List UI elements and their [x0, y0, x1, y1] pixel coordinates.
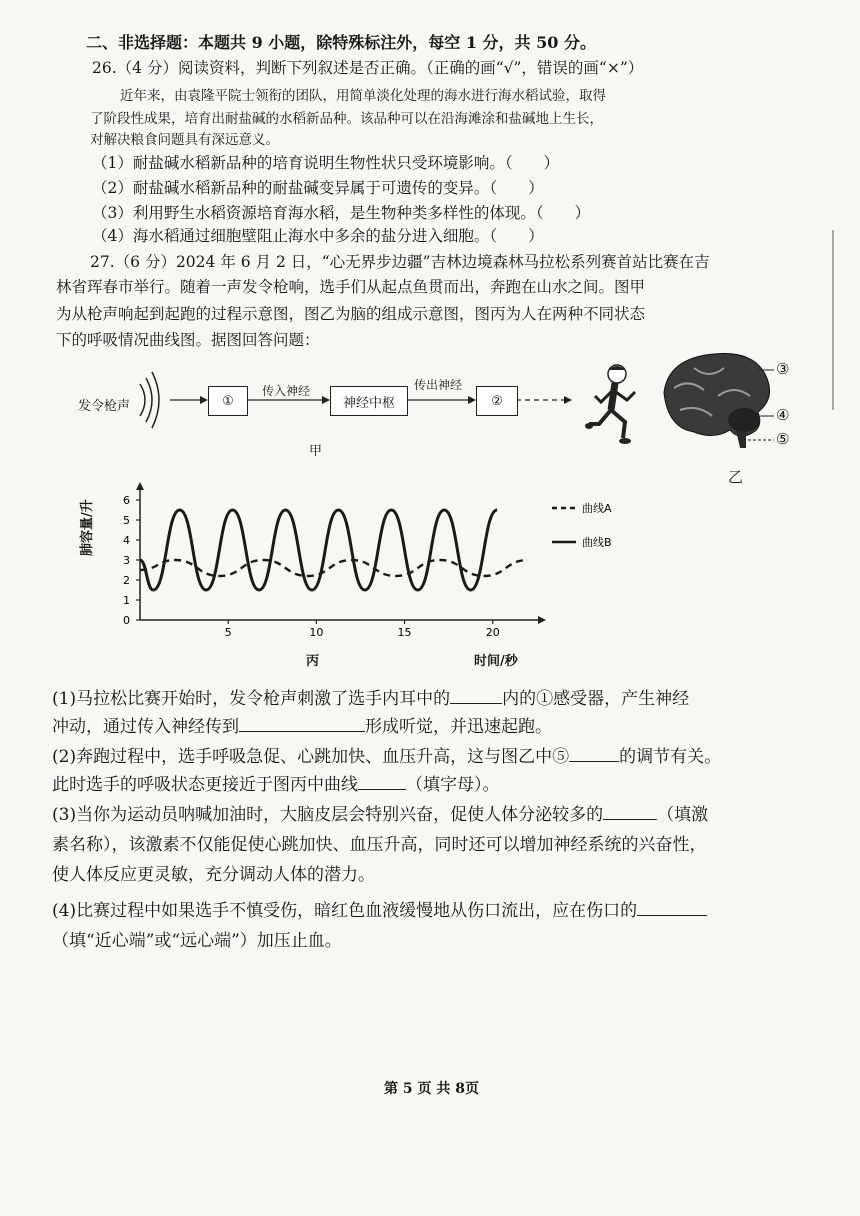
effector-box: ②	[476, 386, 518, 416]
y-axis-arrow	[136, 482, 144, 490]
figure-yi-caption: 乙	[728, 468, 744, 486]
margin-scan-mark	[832, 230, 834, 410]
page-footer: 第 5 页 共 8页	[384, 1081, 479, 1097]
q27-sub2-line2	[52, 770, 500, 795]
chart-lines	[140, 510, 528, 590]
y-tick-label: 3	[123, 554, 130, 567]
chart-ylabel: 肺容量/升	[80, 499, 95, 556]
q27-sub1-text-b: 内的①感受器，产生神经	[502, 689, 690, 709]
brain-illustration	[654, 348, 834, 460]
q27-intro-line: 27.（6 分）2024 年 6 月 2 日，“心无界步边疆”吉林边境森林马拉松系列赛首站比赛在吉	[90, 253, 710, 271]
q27-intro-line: 林省珲春市举行。随着一声发令枪响，选手们从起点鱼贯而出，奔跑在山水之间。图甲	[56, 278, 646, 296]
q27-sub1-text-c: 冲动，通过传入神经传到	[52, 717, 239, 737]
q27-sub4-text-b: （填“近心端”或“远心端”）加压止血。	[52, 931, 342, 951]
chart-legend	[552, 501, 612, 549]
legend-label: 曲线B	[582, 536, 612, 549]
q27-intro-line: 下的呼吸情况曲线图。据图回答问题：	[56, 331, 320, 349]
q27-sub2-text-b: 的调节有关。	[619, 747, 722, 767]
q26-item: （1）耐盐碱水稻新品种的培育说明生物性状只受环境影响。（ ）	[92, 154, 560, 172]
efferent-nerve-label: 传出神经	[414, 378, 463, 392]
q27-sub3-line2	[52, 830, 707, 855]
q26-item: （4）海水稻通过细胞壁阻止海水中多余的盐分进入细胞。（ ）	[92, 227, 544, 245]
q27-sub2-text: (2)奔跑过程中，选手呼吸急促、心跳加快、血压升高，这与图乙中⑤	[52, 747, 570, 767]
q27-sub2-blank-b[interactable]	[358, 772, 406, 790]
x-axis-arrow	[538, 616, 546, 624]
q27-sub1-blank-b[interactable]	[239, 714, 365, 732]
q27-sub3-text: (3)当你为运动员呐喊加油时，大脑皮层会特别兴奋，促使人体分泌较多的	[52, 805, 604, 825]
q27-sub1-line2	[52, 712, 552, 737]
q27-sub3-text-c: 素名称），该激素不仅能促使心跳加快、血压升高，同时还可以增加神经系统的兴奋性，	[52, 835, 707, 855]
q27-intro-line: 为从枪声响起到起跑的过程示意图，图乙为脑的组成示意图，图丙为人在两种不同状态	[56, 305, 646, 323]
q27-sub4-line2	[52, 926, 342, 951]
x-tick-label: 10	[309, 626, 324, 639]
x-tick-label: 5	[224, 626, 232, 639]
receptor-box: ①	[208, 386, 248, 416]
q27-sub4-blank[interactable]	[637, 898, 707, 916]
q27-sub1-blank-a[interactable]	[450, 686, 502, 704]
runner-illustration	[585, 362, 645, 448]
gun-sound-label: 发令枪声	[78, 399, 131, 414]
q26-title: 26.（4 分）阅读资料，判断下列叙述是否正确。（正确的画“√”，错误的画“×”）	[92, 59, 644, 77]
q27-sub3-blank[interactable]	[603, 802, 657, 820]
y-tick-label: 4	[123, 534, 130, 547]
chart-xlabel: 时间/秒	[474, 654, 518, 669]
q26-item: （3）利用野生水稻资源培育海水稻，是生物种类多样性的体现。（ ）	[92, 204, 591, 222]
q27-sub1-line1	[52, 684, 689, 709]
q27-sub2-line1	[52, 742, 721, 767]
y-tick-label: 1	[123, 594, 130, 607]
q26-material-line: 了阶段性成果，培育出耐盐碱的水稻新品种。该品种可以在沿海滩涂和盐碱地上生长，	[90, 111, 603, 127]
y-tick-label: 6	[123, 494, 130, 507]
q27-sub3-line1	[52, 800, 708, 825]
q27-sub3-text-b: （填激	[657, 805, 709, 825]
section-header: 二、非选择题：本题共 9 小题，除特殊标注外，每空 1 分，共 50 分。	[86, 33, 596, 52]
q27-sub1-text: (1)马拉松比赛开始时，发令枪声刺激了选手内耳中的	[52, 689, 451, 709]
q26-item: （2）耐盐碱水稻新品种的耐盐碱变异属于可遗传的变异。（ ）	[92, 179, 544, 197]
figure-bing-caption: 丙	[306, 654, 320, 669]
y-tick-label: 0	[123, 614, 130, 627]
y-tick-label: 5	[123, 514, 130, 527]
nerve-center-box: 神经中枢	[330, 386, 408, 416]
q27-sub3-text-d: 使人体反应更灵敏，充分调动人体的潜力。	[52, 865, 375, 885]
q26-material-line: 对解决粮食问题具有深远意义。	[90, 132, 279, 148]
series-line-b	[140, 510, 497, 590]
q27-sub1-text-d: 形成听觉，并迅速起跑。	[365, 717, 552, 737]
q27-sub2-blank-a[interactable]	[569, 744, 619, 762]
q26-material-line: 近年来，由袁隆平院士领衔的团队，用简单淡化处理的海水进行海水稻试验，取得	[120, 88, 606, 104]
legend-label: 曲线A	[582, 502, 612, 515]
breathing-chart	[0, 480, 860, 670]
y-tick-label: 2	[123, 574, 130, 587]
brain-label-3: ③	[776, 360, 790, 378]
q27-sub2-text-c: 此时选手的呼吸状态更接近于图丙中曲线	[52, 775, 358, 795]
q27-sub4-line1	[52, 896, 707, 921]
x-tick-label: 20	[485, 626, 500, 639]
x-tick-label: 15	[397, 626, 412, 639]
brain-label-4: ④	[776, 406, 790, 424]
figure-jia-caption: 甲	[309, 444, 323, 459]
q27-sub3-line3	[52, 860, 375, 885]
q27-sub4-text: (4)比赛过程中如果选手不慎受伤，暗红色血液缓慢地从伤口流出，应在伤口的	[52, 901, 638, 921]
afferent-nerve-label: 传入神经	[262, 384, 311, 398]
q27-sub2-text-d: （填字母）。	[406, 775, 500, 795]
brain-label-5: ⑤	[776, 430, 790, 448]
